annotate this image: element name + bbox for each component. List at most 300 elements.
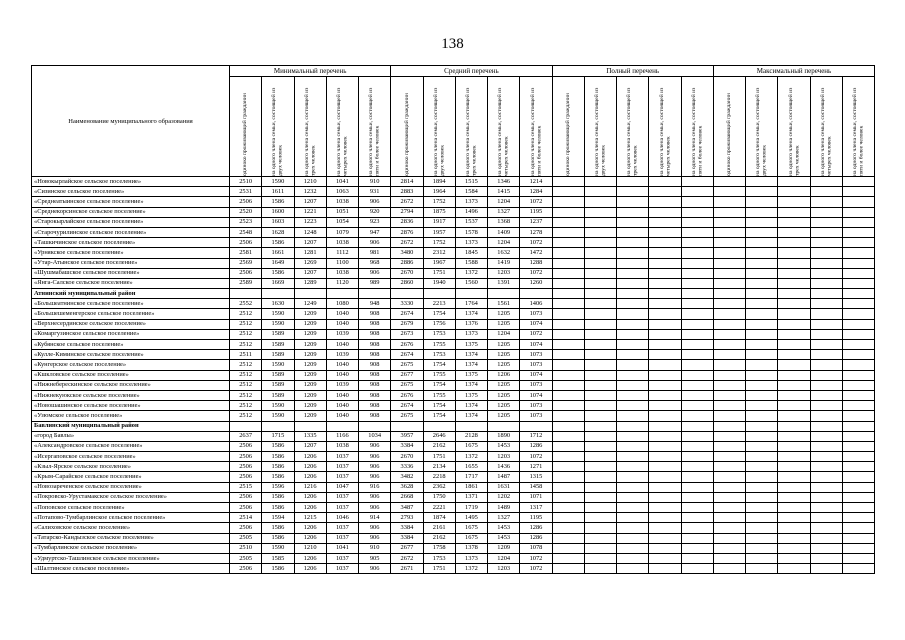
value-cell: 2674 <box>391 350 423 360</box>
value-cell: 1040 <box>326 390 358 400</box>
value-cell <box>778 217 810 227</box>
municipality-name: «Среднеатыинское сельское поселение» <box>32 197 230 207</box>
value-cell <box>810 177 842 187</box>
value-cell <box>681 401 713 411</box>
value-cell <box>842 553 874 563</box>
value-cell <box>552 441 584 451</box>
value-cell <box>681 177 713 187</box>
value-cell: 908 <box>359 411 391 421</box>
value-cell <box>842 472 874 482</box>
value-cell <box>584 248 616 258</box>
value-cell: 1376 <box>455 319 487 329</box>
value-cell: 914 <box>359 513 391 523</box>
value-cell: 1967 <box>423 258 455 268</box>
value-cell <box>584 472 616 482</box>
group-header: Минимальный перечень <box>230 66 391 77</box>
value-cell: 1600 <box>262 207 294 217</box>
value-cell <box>746 258 778 268</box>
value-cell: 906 <box>359 238 391 248</box>
table-row <box>32 462 875 472</box>
value-cell <box>617 380 649 390</box>
table-row <box>32 238 875 248</box>
value-cell: 1039 <box>326 380 358 390</box>
value-cell: 1237 <box>520 217 552 227</box>
value-cell <box>617 401 649 411</box>
value-cell <box>746 309 778 319</box>
value-cell: 2512 <box>230 370 262 380</box>
value-cell <box>681 482 713 492</box>
value-cell <box>746 289 778 299</box>
value-cell <box>584 187 616 197</box>
value-cell <box>326 421 358 431</box>
value-cell: 1496 <box>455 207 487 217</box>
table-row <box>32 492 875 502</box>
value-cell: 2506 <box>230 197 262 207</box>
value-cell: 1378 <box>455 543 487 553</box>
value-cell: 2675 <box>391 360 423 370</box>
value-cell: 1073 <box>520 350 552 360</box>
value-cell: 2883 <box>391 187 423 197</box>
municipality-name: «Кшкловское сельское поселение» <box>32 370 230 380</box>
value-cell <box>778 472 810 482</box>
value-cell: 1515 <box>455 177 487 187</box>
value-cell: 1586 <box>262 503 294 513</box>
value-cell: 1419 <box>488 258 520 268</box>
value-cell: 2674 <box>391 309 423 319</box>
subcolumn-header <box>584 77 616 177</box>
value-cell: 908 <box>359 370 391 380</box>
subcolumn-header <box>681 77 713 177</box>
value-cell: 2672 <box>391 553 423 563</box>
value-cell: 2672 <box>391 238 423 248</box>
value-cell: 1040 <box>326 340 358 350</box>
value-cell: 1248 <box>294 227 326 237</box>
value-cell <box>391 421 423 431</box>
value-cell <box>746 523 778 533</box>
value-cell <box>617 390 649 400</box>
value-cell <box>746 492 778 502</box>
value-cell: 3384 <box>391 533 423 543</box>
value-cell <box>746 553 778 563</box>
subcolumn-label: одиноко проживающий гражданин <box>403 93 410 176</box>
value-cell <box>842 350 874 360</box>
value-cell <box>810 248 842 258</box>
table-row <box>32 227 875 237</box>
value-cell: 1586 <box>262 238 294 248</box>
table-row <box>32 482 875 492</box>
subcolumn-header <box>746 77 778 177</box>
value-cell <box>713 492 745 502</box>
value-cell: 2674 <box>391 401 423 411</box>
value-cell: 1100 <box>326 258 358 268</box>
municipality-name: «Кулле-Киминское сельское поселение» <box>32 350 230 360</box>
value-cell <box>810 452 842 462</box>
value-cell: 1209 <box>294 360 326 370</box>
value-cell <box>842 319 874 329</box>
value-cell <box>617 238 649 248</box>
subcolumn-header <box>294 77 326 177</box>
value-cell <box>842 431 874 441</box>
value-cell: 908 <box>359 401 391 411</box>
value-cell <box>681 360 713 370</box>
value-cell <box>552 492 584 502</box>
value-cell <box>617 268 649 278</box>
table-row <box>32 177 875 187</box>
table-row <box>32 401 875 411</box>
value-cell <box>778 258 810 268</box>
value-cell: 1206 <box>294 462 326 472</box>
value-cell <box>810 482 842 492</box>
value-cell <box>584 503 616 513</box>
subcolumn-header <box>488 77 520 177</box>
value-cell: 1719 <box>455 503 487 513</box>
table-row <box>32 452 875 462</box>
value-cell: 1286 <box>520 523 552 533</box>
value-cell: 906 <box>359 492 391 502</box>
subcolumn-label: на одного члена семьи, состоящей из двух человек <box>755 87 768 176</box>
value-cell <box>649 329 681 339</box>
value-cell <box>842 513 874 523</box>
value-cell <box>552 390 584 400</box>
municipality-name: «Шушмабашское сельское поселение» <box>32 268 230 278</box>
value-cell: 1040 <box>326 401 358 411</box>
value-cell: 1754 <box>423 360 455 370</box>
value-cell <box>842 482 874 492</box>
name-column-header: Наименование муниципального образования <box>32 66 230 177</box>
value-cell <box>713 289 745 299</box>
table-row <box>32 197 875 207</box>
value-cell: 3384 <box>391 441 423 451</box>
value-cell <box>778 248 810 258</box>
value-cell: 1166 <box>326 431 358 441</box>
value-cell <box>713 421 745 431</box>
value-cell: 1755 <box>423 340 455 350</box>
value-cell <box>617 248 649 258</box>
value-cell <box>649 350 681 360</box>
value-cell: 1661 <box>262 248 294 258</box>
value-cell: 1205 <box>488 390 520 400</box>
value-cell: 1472 <box>520 248 552 258</box>
value-cell: 1346 <box>488 177 520 187</box>
subcolumn-header <box>778 77 810 177</box>
municipality-name: «Узюмское сельское поселение» <box>32 411 230 421</box>
municipality-name: «Старочурилинское сельское поселение» <box>32 227 230 237</box>
value-cell: 1561 <box>488 299 520 309</box>
value-cell: 947 <box>359 227 391 237</box>
value-cell <box>713 462 745 472</box>
value-cell <box>778 380 810 390</box>
value-cell <box>584 462 616 472</box>
value-cell: 2672 <box>391 197 423 207</box>
table-row <box>32 329 875 339</box>
value-cell <box>681 523 713 533</box>
value-cell: 1368 <box>488 217 520 227</box>
value-cell: 1209 <box>294 390 326 400</box>
value-cell: 2162 <box>423 441 455 451</box>
value-cell <box>552 340 584 350</box>
value-cell: 908 <box>359 340 391 350</box>
value-cell: 948 <box>359 299 391 309</box>
value-cell: 2506 <box>230 492 262 502</box>
value-cell <box>810 258 842 268</box>
value-cell <box>842 329 874 339</box>
value-cell: 1649 <box>262 258 294 268</box>
value-cell <box>649 278 681 288</box>
table-row <box>32 543 875 553</box>
value-cell: 2505 <box>230 553 262 563</box>
value-cell: 2589 <box>230 278 262 288</box>
municipality-name: «Шалтинское сельское поселение» <box>32 564 230 574</box>
value-cell <box>617 340 649 350</box>
value-cell <box>746 278 778 288</box>
value-cell: 2510 <box>230 177 262 187</box>
value-cell <box>810 197 842 207</box>
value-cell <box>649 187 681 197</box>
value-cell <box>552 177 584 187</box>
value-cell <box>681 452 713 462</box>
value-cell: 906 <box>359 503 391 513</box>
value-cell <box>842 177 874 187</box>
value-cell: 1590 <box>262 401 294 411</box>
value-cell <box>842 492 874 502</box>
value-cell: 1327 <box>488 513 520 523</box>
value-cell: 1374 <box>455 411 487 421</box>
value-cell: 2679 <box>391 319 423 329</box>
value-cell: 1894 <box>423 177 455 187</box>
value-cell: 2670 <box>391 268 423 278</box>
value-cell <box>681 462 713 472</box>
value-cell <box>584 268 616 278</box>
value-cell: 1072 <box>520 197 552 207</box>
value-cell: 1203 <box>488 452 520 462</box>
value-cell <box>842 380 874 390</box>
table-row <box>32 441 875 451</box>
subcolumn-label: одиноко проживающий гражданин <box>726 93 733 176</box>
value-cell <box>552 452 584 462</box>
value-cell <box>649 340 681 350</box>
value-cell: 2512 <box>230 340 262 350</box>
value-cell: 2836 <box>391 217 423 227</box>
value-cell: 2512 <box>230 390 262 400</box>
value-cell <box>584 421 616 431</box>
subcolumn-label: одиноко проживающий гражданин <box>565 93 572 176</box>
value-cell: 906 <box>359 523 391 533</box>
value-cell: 2514 <box>230 513 262 523</box>
value-cell <box>778 197 810 207</box>
value-cell: 908 <box>359 319 391 329</box>
value-cell: 1586 <box>262 452 294 462</box>
value-cell <box>778 299 810 309</box>
value-cell <box>713 543 745 553</box>
value-cell: 1209 <box>294 370 326 380</box>
value-cell <box>230 421 262 431</box>
value-cell: 1040 <box>326 411 358 421</box>
table-row <box>32 258 875 268</box>
value-cell <box>778 238 810 248</box>
table-row <box>32 350 875 360</box>
value-cell <box>810 340 842 350</box>
municipality-name: «Нижнекуюкское сельское поселение» <box>32 390 230 400</box>
value-cell: 1712 <box>520 431 552 441</box>
value-cell: 1754 <box>423 380 455 390</box>
municipality-name: «Янга-Салское сельское поселение» <box>32 278 230 288</box>
value-cell <box>778 441 810 451</box>
subcolumn-header <box>230 77 262 177</box>
value-cell: 1586 <box>262 268 294 278</box>
value-cell <box>746 431 778 441</box>
value-cell: 1415 <box>488 187 520 197</box>
value-cell <box>746 462 778 472</box>
municipality-name: «Утар-Атынское сельское поселение» <box>32 258 230 268</box>
value-cell <box>810 553 842 563</box>
municipality-name: «Поповское сельское поселение» <box>32 503 230 513</box>
value-cell: 1861 <box>455 482 487 492</box>
value-cell: 1037 <box>326 564 358 574</box>
value-cell <box>552 289 584 299</box>
value-cell: 1717 <box>455 472 487 482</box>
value-cell: 1586 <box>262 492 294 502</box>
value-cell: 1209 <box>294 319 326 329</box>
value-cell: 1586 <box>262 523 294 533</box>
value-cell <box>584 523 616 533</box>
value-cell <box>778 492 810 502</box>
value-cell <box>552 258 584 268</box>
value-cell <box>746 503 778 513</box>
value-cell <box>552 217 584 227</box>
value-cell: 1054 <box>326 217 358 227</box>
value-cell: 1751 <box>423 564 455 574</box>
value-cell: 1586 <box>262 197 294 207</box>
table-row <box>32 207 875 217</box>
value-cell: 1206 <box>294 523 326 533</box>
subcolumn-header <box>455 77 487 177</box>
value-cell <box>746 248 778 258</box>
value-cell: 2506 <box>230 462 262 472</box>
value-cell: 2886 <box>391 258 423 268</box>
value-cell: 2512 <box>230 411 262 421</box>
value-cell: 1041 <box>326 177 358 187</box>
value-cell <box>649 533 681 543</box>
value-cell: 910 <box>359 177 391 187</box>
value-cell: 2162 <box>423 533 455 543</box>
value-cell: 2676 <box>391 390 423 400</box>
value-cell: 1037 <box>326 553 358 563</box>
value-cell: 1073 <box>520 309 552 319</box>
value-cell: 2512 <box>230 360 262 370</box>
value-cell <box>842 421 874 431</box>
value-cell <box>810 217 842 227</box>
value-cell: 1630 <box>262 299 294 309</box>
value-cell: 2646 <box>423 431 455 441</box>
value-cell <box>584 543 616 553</box>
value-cell: 1335 <box>294 431 326 441</box>
value-cell <box>810 462 842 472</box>
value-cell: 1586 <box>262 472 294 482</box>
value-cell <box>584 329 616 339</box>
value-cell <box>746 299 778 309</box>
value-cell: 1037 <box>326 452 358 462</box>
value-cell: 2531 <box>230 187 262 197</box>
value-cell: 1632 <box>488 248 520 258</box>
value-cell <box>681 207 713 217</box>
value-cell <box>746 380 778 390</box>
value-cell <box>649 319 681 329</box>
value-cell <box>649 360 681 370</box>
value-cell: 1586 <box>262 564 294 574</box>
value-cell: 1221 <box>294 207 326 217</box>
value-cell <box>359 289 391 299</box>
municipality-name: «Салиховское сельское поселение» <box>32 523 230 533</box>
municipality-name: «Ташкичинское сельское поселение» <box>32 238 230 248</box>
municipality-name: «город Бавлы» <box>32 431 230 441</box>
value-cell: 1206 <box>294 564 326 574</box>
value-cell <box>746 197 778 207</box>
value-cell <box>681 258 713 268</box>
value-cell: 1588 <box>455 258 487 268</box>
value-cell <box>810 360 842 370</box>
value-cell <box>842 462 874 472</box>
value-cell <box>649 207 681 217</box>
value-cell <box>778 319 810 329</box>
value-cell: 1205 <box>488 319 520 329</box>
value-cell: 1039 <box>326 329 358 339</box>
subcolumn-label: на одного члена семьи, состоящей из трех человек <box>303 87 317 176</box>
value-cell <box>810 431 842 441</box>
value-cell <box>842 441 874 451</box>
value-cell: 1206 <box>294 452 326 462</box>
value-cell: 1063 <box>326 187 358 197</box>
value-cell <box>778 340 810 350</box>
value-cell <box>681 217 713 227</box>
value-cell: 1278 <box>520 227 552 237</box>
value-cell <box>552 523 584 533</box>
subcolumn-header <box>262 77 294 177</box>
value-cell <box>713 472 745 482</box>
value-cell <box>713 187 745 197</box>
value-cell <box>810 503 842 513</box>
value-cell <box>778 289 810 299</box>
value-cell <box>617 533 649 543</box>
value-cell <box>778 268 810 278</box>
value-cell <box>681 411 713 421</box>
value-cell: 1074 <box>520 319 552 329</box>
value-cell: 1754 <box>423 401 455 411</box>
value-cell: 2569 <box>230 258 262 268</box>
value-cell <box>649 543 681 553</box>
value-cell: 1269 <box>294 258 326 268</box>
value-cell <box>584 360 616 370</box>
value-cell <box>649 441 681 451</box>
value-cell <box>842 207 874 217</box>
value-cell: 1112 <box>326 248 358 258</box>
value-cell: 1206 <box>294 472 326 482</box>
value-cell <box>713 441 745 451</box>
value-cell: 2128 <box>455 431 487 441</box>
value-cell: 908 <box>359 350 391 360</box>
value-cell <box>746 370 778 380</box>
subcolumn-label: на одного члена семьи, состоящей из двух человек <box>432 87 446 176</box>
value-cell: 2506 <box>230 472 262 482</box>
value-cell <box>552 401 584 411</box>
value-cell <box>681 513 713 523</box>
value-cell <box>681 299 713 309</box>
value-cell <box>681 492 713 502</box>
value-cell <box>842 217 874 227</box>
value-cell <box>713 177 745 187</box>
value-cell: 1590 <box>262 411 294 421</box>
value-cell: 2362 <box>423 482 455 492</box>
value-cell <box>842 258 874 268</box>
